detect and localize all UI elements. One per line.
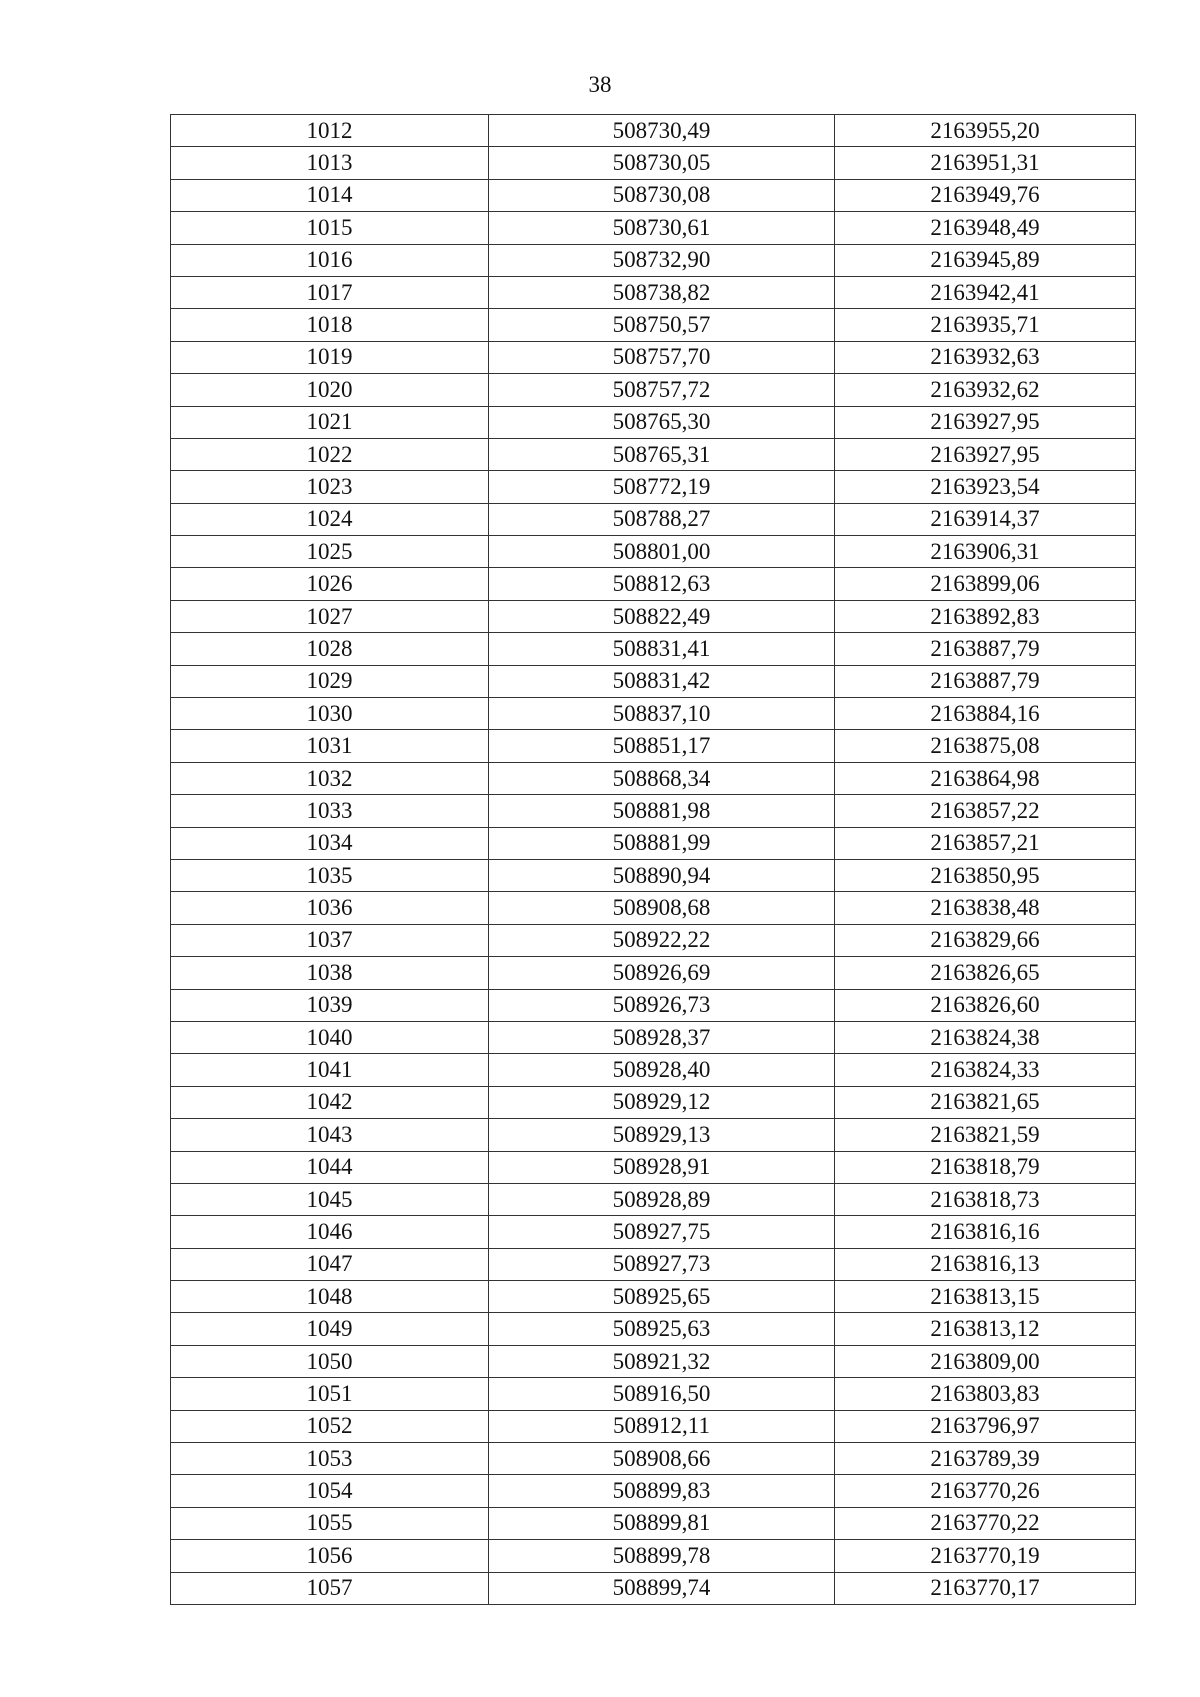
y-coordinate-cell: 2163857,22	[835, 795, 1136, 827]
y-coordinate-cell: 2163942,41	[835, 276, 1136, 308]
x-coordinate-cell: 508922,22	[489, 924, 835, 956]
x-coordinate-cell: 508927,73	[489, 1248, 835, 1280]
y-coordinate-cell: 2163770,22	[835, 1507, 1136, 1539]
table-row	[171, 309, 1136, 341]
point-number-cell: 1031	[171, 730, 489, 762]
point-number-cell: 1056	[171, 1540, 489, 1572]
x-coordinate-cell: 508921,32	[489, 1345, 835, 1377]
coordinates-table	[170, 114, 1136, 1605]
y-coordinate-cell: 2163818,73	[835, 1183, 1136, 1215]
x-coordinate-cell: 508899,83	[489, 1475, 835, 1507]
point-number-cell: 1026	[171, 568, 489, 600]
table-row	[171, 1216, 1136, 1248]
point-number-cell: 1020	[171, 374, 489, 406]
y-coordinate-cell: 2163927,95	[835, 438, 1136, 470]
point-number-cell: 1032	[171, 762, 489, 794]
y-coordinate-cell: 2163927,95	[835, 406, 1136, 438]
point-number-cell: 1019	[171, 341, 489, 373]
y-coordinate-cell: 2163948,49	[835, 212, 1136, 244]
y-coordinate-cell: 2163813,12	[835, 1313, 1136, 1345]
point-number-cell: 1036	[171, 892, 489, 924]
table-row	[171, 244, 1136, 276]
table-row	[171, 503, 1136, 535]
point-number-cell: 1014	[171, 179, 489, 211]
x-coordinate-cell: 508928,91	[489, 1151, 835, 1183]
point-number-cell: 1022	[171, 438, 489, 470]
y-coordinate-cell: 2163770,19	[835, 1540, 1136, 1572]
point-number-cell: 1033	[171, 795, 489, 827]
table-row	[171, 1443, 1136, 1475]
x-coordinate-cell: 508831,41	[489, 633, 835, 665]
table-row	[171, 212, 1136, 244]
y-coordinate-cell: 2163864,98	[835, 762, 1136, 794]
table-row	[171, 406, 1136, 438]
point-number-cell: 1028	[171, 633, 489, 665]
point-number-cell: 1050	[171, 1345, 489, 1377]
x-coordinate-cell: 508899,81	[489, 1507, 835, 1539]
x-coordinate-cell: 508822,49	[489, 600, 835, 632]
table-row	[171, 665, 1136, 697]
table-row	[171, 1086, 1136, 1118]
table-row	[171, 762, 1136, 794]
x-coordinate-cell: 508730,05	[489, 147, 835, 179]
y-coordinate-cell: 2163803,83	[835, 1378, 1136, 1410]
x-coordinate-cell: 508788,27	[489, 503, 835, 535]
x-coordinate-cell: 508912,11	[489, 1410, 835, 1442]
x-coordinate-cell: 508868,34	[489, 762, 835, 794]
point-number-cell: 1038	[171, 957, 489, 989]
point-number-cell: 1029	[171, 665, 489, 697]
page-number: 38	[588, 72, 612, 97]
y-coordinate-cell: 2163887,79	[835, 633, 1136, 665]
point-number-cell: 1023	[171, 471, 489, 503]
point-number-cell: 1013	[171, 147, 489, 179]
y-coordinate-cell: 2163923,54	[835, 471, 1136, 503]
table-row	[171, 957, 1136, 989]
table-row	[171, 147, 1136, 179]
table-row	[171, 892, 1136, 924]
table-row	[171, 1281, 1136, 1313]
point-number-cell: 1040	[171, 1021, 489, 1053]
table-row	[171, 536, 1136, 568]
x-coordinate-cell: 508927,75	[489, 1216, 835, 1248]
x-coordinate-cell: 508899,74	[489, 1572, 835, 1604]
table-row	[171, 1183, 1136, 1215]
table-row	[171, 924, 1136, 956]
point-number-cell: 1037	[171, 924, 489, 956]
point-number-cell: 1030	[171, 698, 489, 730]
x-coordinate-cell: 508750,57	[489, 309, 835, 341]
table-row	[171, 1378, 1136, 1410]
y-coordinate-cell: 2163824,38	[835, 1021, 1136, 1053]
x-coordinate-cell: 508757,72	[489, 374, 835, 406]
y-coordinate-cell: 2163892,83	[835, 600, 1136, 632]
y-coordinate-cell: 2163813,15	[835, 1281, 1136, 1313]
x-coordinate-cell: 508730,49	[489, 115, 835, 147]
x-coordinate-cell: 508890,94	[489, 859, 835, 891]
x-coordinate-cell: 508831,42	[489, 665, 835, 697]
table-row	[171, 633, 1136, 665]
y-coordinate-cell: 2163826,60	[835, 989, 1136, 1021]
table-row	[171, 374, 1136, 406]
point-number-cell: 1012	[171, 115, 489, 147]
table-row	[171, 1345, 1136, 1377]
table-row	[171, 568, 1136, 600]
point-number-cell: 1054	[171, 1475, 489, 1507]
y-coordinate-cell: 2163821,65	[835, 1086, 1136, 1118]
y-coordinate-cell: 2163884,16	[835, 698, 1136, 730]
y-coordinate-cell: 2163899,06	[835, 568, 1136, 600]
x-coordinate-cell: 508929,13	[489, 1119, 835, 1151]
table-row	[171, 1507, 1136, 1539]
y-coordinate-cell: 2163838,48	[835, 892, 1136, 924]
y-coordinate-cell: 2163949,76	[835, 179, 1136, 211]
y-coordinate-cell: 2163932,62	[835, 374, 1136, 406]
y-coordinate-cell: 2163875,08	[835, 730, 1136, 762]
y-coordinate-cell: 2163857,21	[835, 827, 1136, 859]
table-row	[171, 1540, 1136, 1572]
y-coordinate-cell: 2163906,31	[835, 536, 1136, 568]
point-number-cell: 1039	[171, 989, 489, 1021]
y-coordinate-cell: 2163770,17	[835, 1572, 1136, 1604]
table-row	[171, 827, 1136, 859]
table-row	[171, 1119, 1136, 1151]
x-coordinate-cell: 508928,89	[489, 1183, 835, 1215]
x-coordinate-cell: 508730,08	[489, 179, 835, 211]
x-coordinate-cell: 508801,00	[489, 536, 835, 568]
table-row	[171, 1572, 1136, 1604]
y-coordinate-cell: 2163829,66	[835, 924, 1136, 956]
y-coordinate-cell: 2163955,20	[835, 115, 1136, 147]
table-row	[171, 1475, 1136, 1507]
x-coordinate-cell: 508881,99	[489, 827, 835, 859]
point-number-cell: 1024	[171, 503, 489, 535]
point-number-cell: 1053	[171, 1443, 489, 1475]
y-coordinate-cell: 2163809,00	[835, 1345, 1136, 1377]
point-number-cell: 1052	[171, 1410, 489, 1442]
x-coordinate-cell: 508926,69	[489, 957, 835, 989]
table-row	[171, 859, 1136, 891]
table-row	[171, 698, 1136, 730]
x-coordinate-cell: 508916,50	[489, 1378, 835, 1410]
x-coordinate-cell: 508772,19	[489, 471, 835, 503]
point-number-cell: 1042	[171, 1086, 489, 1118]
x-coordinate-cell: 508837,10	[489, 698, 835, 730]
x-coordinate-cell: 508928,37	[489, 1021, 835, 1053]
point-number-cell: 1048	[171, 1281, 489, 1313]
table-row	[171, 471, 1136, 503]
table-row	[171, 795, 1136, 827]
y-coordinate-cell: 2163816,16	[835, 1216, 1136, 1248]
table-row	[171, 600, 1136, 632]
x-coordinate-cell: 508812,63	[489, 568, 835, 600]
table-row	[171, 1021, 1136, 1053]
y-coordinate-cell: 2163932,63	[835, 341, 1136, 373]
y-coordinate-cell: 2163824,33	[835, 1054, 1136, 1086]
point-number-cell: 1047	[171, 1248, 489, 1280]
table-row	[171, 341, 1136, 373]
y-coordinate-cell: 2163826,65	[835, 957, 1136, 989]
y-coordinate-cell: 2163887,79	[835, 665, 1136, 697]
y-coordinate-cell: 2163821,59	[835, 1119, 1136, 1151]
x-coordinate-cell: 508899,78	[489, 1540, 835, 1572]
point-number-cell: 1016	[171, 244, 489, 276]
x-coordinate-cell: 508881,98	[489, 795, 835, 827]
y-coordinate-cell: 2163818,79	[835, 1151, 1136, 1183]
x-coordinate-cell: 508908,68	[489, 892, 835, 924]
table-row	[171, 1151, 1136, 1183]
table-row	[171, 1054, 1136, 1086]
y-coordinate-cell: 2163770,26	[835, 1475, 1136, 1507]
table-row	[171, 1248, 1136, 1280]
x-coordinate-cell: 508765,31	[489, 438, 835, 470]
point-number-cell: 1043	[171, 1119, 489, 1151]
x-coordinate-cell: 508757,70	[489, 341, 835, 373]
y-coordinate-cell: 2163850,95	[835, 859, 1136, 891]
point-number-cell: 1025	[171, 536, 489, 568]
x-coordinate-cell: 508925,65	[489, 1281, 835, 1313]
point-number-cell: 1034	[171, 827, 489, 859]
y-coordinate-cell: 2163796,97	[835, 1410, 1136, 1442]
point-number-cell: 1017	[171, 276, 489, 308]
x-coordinate-cell: 508928,40	[489, 1054, 835, 1086]
x-coordinate-cell: 508730,61	[489, 212, 835, 244]
table-row	[171, 730, 1136, 762]
y-coordinate-cell: 2163816,13	[835, 1248, 1136, 1280]
x-coordinate-cell: 508908,66	[489, 1443, 835, 1475]
table-row	[171, 179, 1136, 211]
table-row	[171, 438, 1136, 470]
point-number-cell: 1055	[171, 1507, 489, 1539]
table-row	[171, 1313, 1136, 1345]
x-coordinate-cell: 508738,82	[489, 276, 835, 308]
point-number-cell: 1035	[171, 859, 489, 891]
point-number-cell: 1045	[171, 1183, 489, 1215]
x-coordinate-cell: 508732,90	[489, 244, 835, 276]
table-row	[171, 1410, 1136, 1442]
point-number-cell: 1015	[171, 212, 489, 244]
table-row	[171, 276, 1136, 308]
point-number-cell: 1051	[171, 1378, 489, 1410]
x-coordinate-cell: 508765,30	[489, 406, 835, 438]
point-number-cell: 1027	[171, 600, 489, 632]
y-coordinate-cell: 2163914,37	[835, 503, 1136, 535]
point-number-cell: 1044	[171, 1151, 489, 1183]
y-coordinate-cell: 2163951,31	[835, 147, 1136, 179]
point-number-cell: 1041	[171, 1054, 489, 1086]
x-coordinate-cell: 508851,17	[489, 730, 835, 762]
x-coordinate-cell: 508929,12	[489, 1086, 835, 1118]
table-row	[171, 115, 1136, 147]
x-coordinate-cell: 508926,73	[489, 989, 835, 1021]
y-coordinate-cell: 2163935,71	[835, 309, 1136, 341]
point-number-cell: 1057	[171, 1572, 489, 1604]
table-row	[171, 989, 1136, 1021]
point-number-cell: 1049	[171, 1313, 489, 1345]
point-number-cell: 1021	[171, 406, 489, 438]
coordinates-table-body	[171, 115, 1136, 1605]
point-number-cell: 1018	[171, 309, 489, 341]
y-coordinate-cell: 2163789,39	[835, 1443, 1136, 1475]
x-coordinate-cell: 508925,63	[489, 1313, 835, 1345]
y-coordinate-cell: 2163945,89	[835, 244, 1136, 276]
point-number-cell: 1046	[171, 1216, 489, 1248]
